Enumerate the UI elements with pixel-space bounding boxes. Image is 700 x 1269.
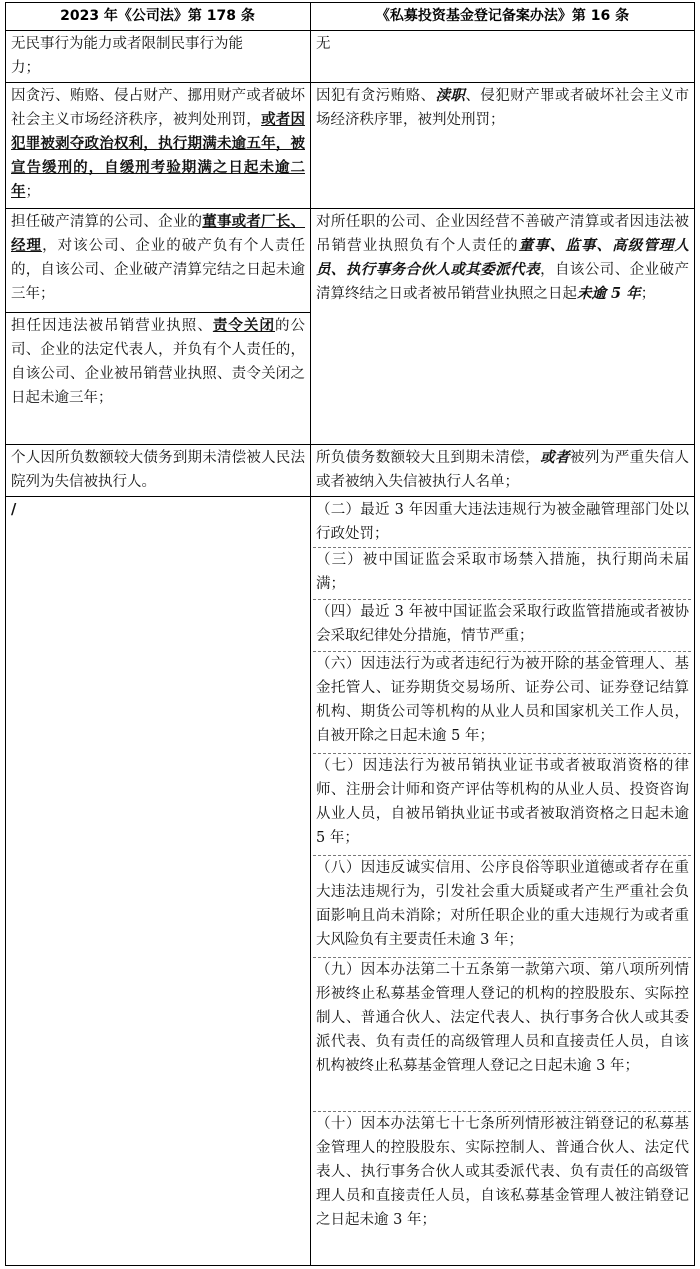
- row3-right-pre: 对所任职的公司、企业因经营不善破产清算或者因违法被吊销营业执照负有个人责任的: [316, 214, 689, 254]
- row3-right-emphasis: 董事、监事、高级管理人员、执行事务合伙人或其委派代表: [316, 237, 690, 278]
- row2-right-pre: 因犯有贪污贿赂、: [316, 88, 436, 104]
- row1-left-line2: 力；: [11, 60, 40, 76]
- row1-left: [6, 32, 310, 80]
- header-right: 《私募投资基金登记备案办法》第 16 条: [375, 8, 630, 24]
- row4-right-emphasis: 或者: [540, 449, 570, 466]
- row3-right-emphasis-2: 未逾 5 年: [577, 285, 641, 302]
- row4-left-text: 个人因所负数额较大债务到期未清偿被人民法院列为失信被执行人。: [11, 450, 305, 490]
- row5-right-item-4: （四）最近 3 年被中国证监会采取行政监管措施或者被协会采取纪律处分措施，情节严重；: [316, 604, 689, 644]
- row3-left-b-post: 的公司、企业的法定代表人，并负有个人责任的，自该公司、企业被吊销营业执照、责令关闭之日起未逾三年；: [11, 318, 306, 406]
- row5-right-item-10: （十）因本办法第七十七条所列情形被注销登记的私募基金管理人的控股股东、实际控制人、普通合伙人、法定代表人、执行事务合伙人或其委派代表、负有责任的高级管理人员和直接责任人员，自该私募基金管理人被注销登记之日起未逾 3 年；: [316, 1116, 689, 1228]
- row2-left: [6, 84, 310, 204]
- row3-left-a: [6, 210, 310, 306]
- row3-left-a-pre: 担任破产清算的公司、企业的: [11, 214, 203, 230]
- header-left: 2023 年《公司法》第 178 条: [60, 8, 255, 24]
- row3-left-a-emphasis: 董事或者厂长、经理: [11, 213, 306, 254]
- row3-left-b-emphasis: 责令关闭: [212, 317, 275, 334]
- row2-right-emphasis: 渎职: [435, 87, 466, 104]
- row5-right-item-9: （九）因本办法第二十五条第一款第六项、第八项所列情形被终止私募基金管理人登记的机构的控股股东、实际控制人、普通合伙人、法定代表人、执行事务合伙人或其委派代表、负有责任的高级管理人员和直接责任人员，自该机构被终止私募基金管理人登记之日起未逾 3 年；: [316, 962, 689, 1074]
- comparison-table: [5, 2, 695, 1266]
- row3-right: [311, 210, 694, 306]
- row3-left-b-pre: 担任因违法被吊销营业执照、: [11, 318, 213, 334]
- row2-left-pre: 因贪污、贿赂、侵占财产、挪用财产或者破坏社会主义市场经济秩序，被判处刑罚，: [11, 88, 305, 128]
- row5-right-item-7: （七）因违法行为被吊销执业证书或者被取消资格的律师、注册会计师和资产评估等机构的从业人员、投资咨询从业人员，自被吊销执业证书或者被取消资格之日起未逾 5 年；: [316, 758, 689, 846]
- row5-left-text: /: [11, 501, 17, 518]
- row5-left: [6, 498, 310, 522]
- row1-right: [311, 32, 694, 56]
- row2-right-post: 、侵犯财产罪或者破坏社会主义市场经济秩序罪，被判处刑罚；: [316, 88, 689, 128]
- row3-right-post: ；: [640, 286, 656, 302]
- row2-right: [311, 84, 694, 132]
- row3-left-b: [6, 314, 310, 410]
- row4-left: [6, 446, 310, 494]
- row4-right-post: 被列为严重失信人或者被纳入失信被执行人名单；: [316, 450, 689, 490]
- row5-right-item-2: （二）最近 3 年因重大违法违规行为被金融管理部门处以行政处罚；: [316, 502, 689, 542]
- row5-right-item-6: （六）因违法行为或者违纪行为被开除的基金管理人、基金托管人、证券期货交易场所、证券公司、证券登记结算机构、期货公司等机构的从业人员和国家机关工作人员，自被开除之日起未逾 5 年；: [316, 656, 689, 744]
- row5-right-item-8: （八）因违反诚实信用、公序良俗等职业道德或者存在重大违法违规行为，引发社会重大质疑或者产生严重社会负面影响且尚未消除；对所任职企业的重大违规行为或者重大风险负有主要责任未逾 3 年；: [316, 860, 689, 948]
- row4-right-pre: 所负债务数额较大且到期未清偿，: [316, 450, 541, 466]
- row3-right-mid: ，自该公司、企业破产清算终结之日或者被吊销营业执照之日起: [316, 262, 689, 302]
- row3-left-a-post: ，对该公司、企业的破产负有个人责任的，自该公司、企业破产清算完结之日起未逾三年；: [11, 238, 306, 302]
- row4-right: [311, 446, 694, 494]
- row5-right-item-3: （三）被中国证监会采取市场禁入措施，执行期尚未届满；: [316, 552, 689, 592]
- row1-right-text: 无: [316, 36, 331, 52]
- row1-left-line1: 无民事行为能力或者限制民事行为能: [11, 36, 243, 52]
- row2-left-emphasis: 或者因犯罪被剥夺政治权利，执行期满未逾五年，被宣告缓刑的，自缓刑考验期满之日起未逾二年: [11, 111, 305, 200]
- row2-left-post: ；: [25, 184, 40, 200]
